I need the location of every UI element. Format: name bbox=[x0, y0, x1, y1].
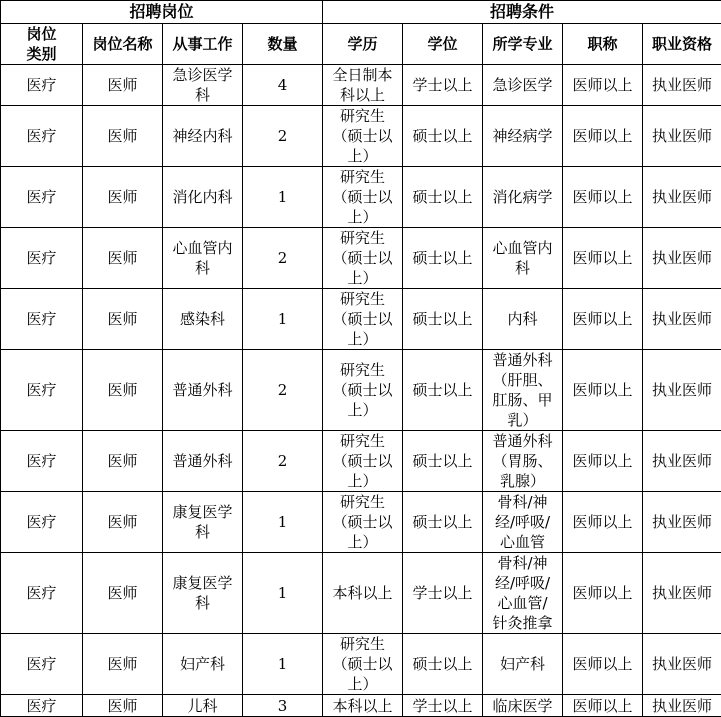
table-row bbox=[1, 553, 721, 634]
table-row bbox=[1, 228, 721, 289]
cell-qualification: 执业医师 bbox=[643, 228, 721, 289]
column-header-education: 学历 bbox=[323, 24, 403, 65]
cell-education: 研究生 （硕士以 上） bbox=[323, 167, 403, 228]
cell-quantity: 1 bbox=[243, 289, 323, 350]
cell-major: 妇产科 bbox=[483, 634, 563, 695]
cell-major: 心血管内 科 bbox=[483, 228, 563, 289]
cell-qualification: 执业医师 bbox=[643, 695, 721, 717]
cell-qualification: 执业医师 bbox=[643, 634, 721, 695]
cell-position-category: 医疗 bbox=[1, 65, 83, 106]
cell-education: 研究生 （硕士以 上） bbox=[323, 106, 403, 167]
table-row bbox=[1, 167, 721, 228]
cell-qualification: 执业医师 bbox=[643, 106, 721, 167]
cell-education: 研究生 （硕士以 上） bbox=[323, 634, 403, 695]
cell-quantity: 2 bbox=[243, 106, 323, 167]
cell-position-category: 医疗 bbox=[1, 431, 83, 492]
cell-position-category: 医疗 bbox=[1, 228, 83, 289]
cell-education: 研究生 （硕士以 上） bbox=[323, 289, 403, 350]
cell-qualification: 执业医师 bbox=[643, 553, 721, 634]
cell-major: 内科 bbox=[483, 289, 563, 350]
cell-position-category: 医疗 bbox=[1, 492, 83, 553]
cell-work-field: 妇产科 bbox=[163, 634, 243, 695]
cell-position-name: 医师 bbox=[83, 431, 163, 492]
cell-quantity: 3 bbox=[243, 695, 323, 717]
cell-position-name: 医师 bbox=[83, 228, 163, 289]
cell-major: 神经病学 bbox=[483, 106, 563, 167]
column-header-qualification: 职业资格 bbox=[643, 24, 721, 65]
cell-education: 全日制本 科以上 bbox=[323, 65, 403, 106]
cell-quantity: 2 bbox=[243, 431, 323, 492]
cell-work-field: 普通外科 bbox=[163, 350, 243, 431]
cell-title: 医师以上 bbox=[563, 106, 643, 167]
cell-position-name: 医师 bbox=[83, 350, 163, 431]
cell-title: 医师以上 bbox=[563, 289, 643, 350]
cell-quantity: 2 bbox=[243, 228, 323, 289]
cell-education: 研究生 （硕士以 上） bbox=[323, 350, 403, 431]
cell-work-field: 康复医学 科 bbox=[163, 553, 243, 634]
cell-degree: 硕士以上 bbox=[403, 431, 483, 492]
cell-position-category: 医疗 bbox=[1, 634, 83, 695]
cell-title: 医师以上 bbox=[563, 167, 643, 228]
table-row bbox=[1, 65, 721, 106]
column-header-position-name: 岗位名称 bbox=[83, 24, 163, 65]
cell-major: 普通外科 （胃肠、 乳腺） bbox=[483, 431, 563, 492]
cell-degree: 硕士以上 bbox=[403, 167, 483, 228]
column-header-quantity: 数量 bbox=[243, 24, 323, 65]
cell-work-field: 神经内科 bbox=[163, 106, 243, 167]
cell-title: 医师以上 bbox=[563, 228, 643, 289]
cell-degree: 硕士以上 bbox=[403, 492, 483, 553]
column-header-row bbox=[1, 24, 721, 65]
cell-degree: 硕士以上 bbox=[403, 350, 483, 431]
cell-quantity: 1 bbox=[243, 167, 323, 228]
column-header-position-category: 岗位 类别 bbox=[1, 24, 83, 65]
cell-qualification: 执业医师 bbox=[643, 350, 721, 431]
cell-work-field: 消化内科 bbox=[163, 167, 243, 228]
cell-position-name: 医师 bbox=[83, 634, 163, 695]
table-row bbox=[1, 106, 721, 167]
column-header-work-field: 从事工作 bbox=[163, 24, 243, 65]
cell-qualification: 执业医师 bbox=[643, 492, 721, 553]
group-header-row bbox=[1, 1, 721, 24]
cell-major: 普通外科 （肝胆、 肛肠、甲 乳） bbox=[483, 350, 563, 431]
table-row bbox=[1, 431, 721, 492]
cell-education: 本科以上 bbox=[323, 695, 403, 717]
cell-degree: 学士以上 bbox=[403, 695, 483, 717]
cell-education: 研究生 （硕士以 上） bbox=[323, 228, 403, 289]
cell-quantity: 1 bbox=[243, 634, 323, 695]
cell-title: 医师以上 bbox=[563, 553, 643, 634]
cell-title: 医师以上 bbox=[563, 634, 643, 695]
cell-major: 临床医学 bbox=[483, 695, 563, 717]
cell-qualification: 执业医师 bbox=[643, 431, 721, 492]
cell-position-name: 医师 bbox=[83, 106, 163, 167]
cell-degree: 硕士以上 bbox=[403, 228, 483, 289]
cell-position-name: 医师 bbox=[83, 167, 163, 228]
cell-position-name: 医师 bbox=[83, 695, 163, 717]
cell-qualification: 执业医师 bbox=[643, 289, 721, 350]
cell-position-category: 医疗 bbox=[1, 695, 83, 717]
cell-degree: 学士以上 bbox=[403, 553, 483, 634]
cell-degree: 硕士以上 bbox=[403, 289, 483, 350]
cell-position-name: 医师 bbox=[83, 553, 163, 634]
group-header-position: 招聘岗位 bbox=[1, 1, 323, 24]
cell-degree: 学士以上 bbox=[403, 65, 483, 106]
cell-position-name: 医师 bbox=[83, 492, 163, 553]
cell-position-category: 医疗 bbox=[1, 289, 83, 350]
table-row bbox=[1, 289, 721, 350]
cell-degree: 硕士以上 bbox=[403, 106, 483, 167]
column-header-major: 所学专业 bbox=[483, 24, 563, 65]
cell-education: 本科以上 bbox=[323, 553, 403, 634]
table-row bbox=[1, 350, 721, 431]
cell-major: 急诊医学 bbox=[483, 65, 563, 106]
cell-qualification: 执业医师 bbox=[643, 167, 721, 228]
table-row bbox=[1, 634, 721, 695]
cell-quantity: 1 bbox=[243, 492, 323, 553]
cell-title: 医师以上 bbox=[563, 695, 643, 717]
cell-education: 研究生 （硕士以 上） bbox=[323, 431, 403, 492]
table-row bbox=[1, 492, 721, 553]
cell-work-field: 儿科 bbox=[163, 695, 243, 717]
column-header-title: 职称 bbox=[563, 24, 643, 65]
cell-position-name: 医师 bbox=[83, 65, 163, 106]
cell-title: 医师以上 bbox=[563, 431, 643, 492]
table-row bbox=[1, 695, 721, 717]
cell-work-field: 普通外科 bbox=[163, 431, 243, 492]
cell-qualification: 执业医师 bbox=[643, 65, 721, 106]
cell-major: 骨科/神 经/呼吸/ 心血管/ 针灸推拿 bbox=[483, 553, 563, 634]
cell-position-category: 医疗 bbox=[1, 350, 83, 431]
cell-work-field: 急诊医学 科 bbox=[163, 65, 243, 106]
cell-title: 医师以上 bbox=[563, 492, 643, 553]
cell-position-name: 医师 bbox=[83, 289, 163, 350]
cell-position-category: 医疗 bbox=[1, 167, 83, 228]
group-header-conditions: 招聘条件 bbox=[323, 1, 721, 24]
cell-major: 消化病学 bbox=[483, 167, 563, 228]
cell-title: 医师以上 bbox=[563, 65, 643, 106]
cell-quantity: 1 bbox=[243, 553, 323, 634]
table-body bbox=[1, 65, 721, 717]
cell-work-field: 康复医学 科 bbox=[163, 492, 243, 553]
cell-quantity: 2 bbox=[243, 350, 323, 431]
cell-education: 研究生 （硕士以 上） bbox=[323, 492, 403, 553]
cell-title: 医师以上 bbox=[563, 350, 643, 431]
cell-major: 骨科/神 经/呼吸/ 心血管 bbox=[483, 492, 563, 553]
column-header-degree: 学位 bbox=[403, 24, 483, 65]
cell-position-category: 医疗 bbox=[1, 106, 83, 167]
cell-work-field: 感染科 bbox=[163, 289, 243, 350]
cell-degree: 硕士以上 bbox=[403, 634, 483, 695]
cell-work-field: 心血管内 科 bbox=[163, 228, 243, 289]
cell-position-category: 医疗 bbox=[1, 553, 83, 634]
cell-quantity: 4 bbox=[243, 65, 323, 106]
